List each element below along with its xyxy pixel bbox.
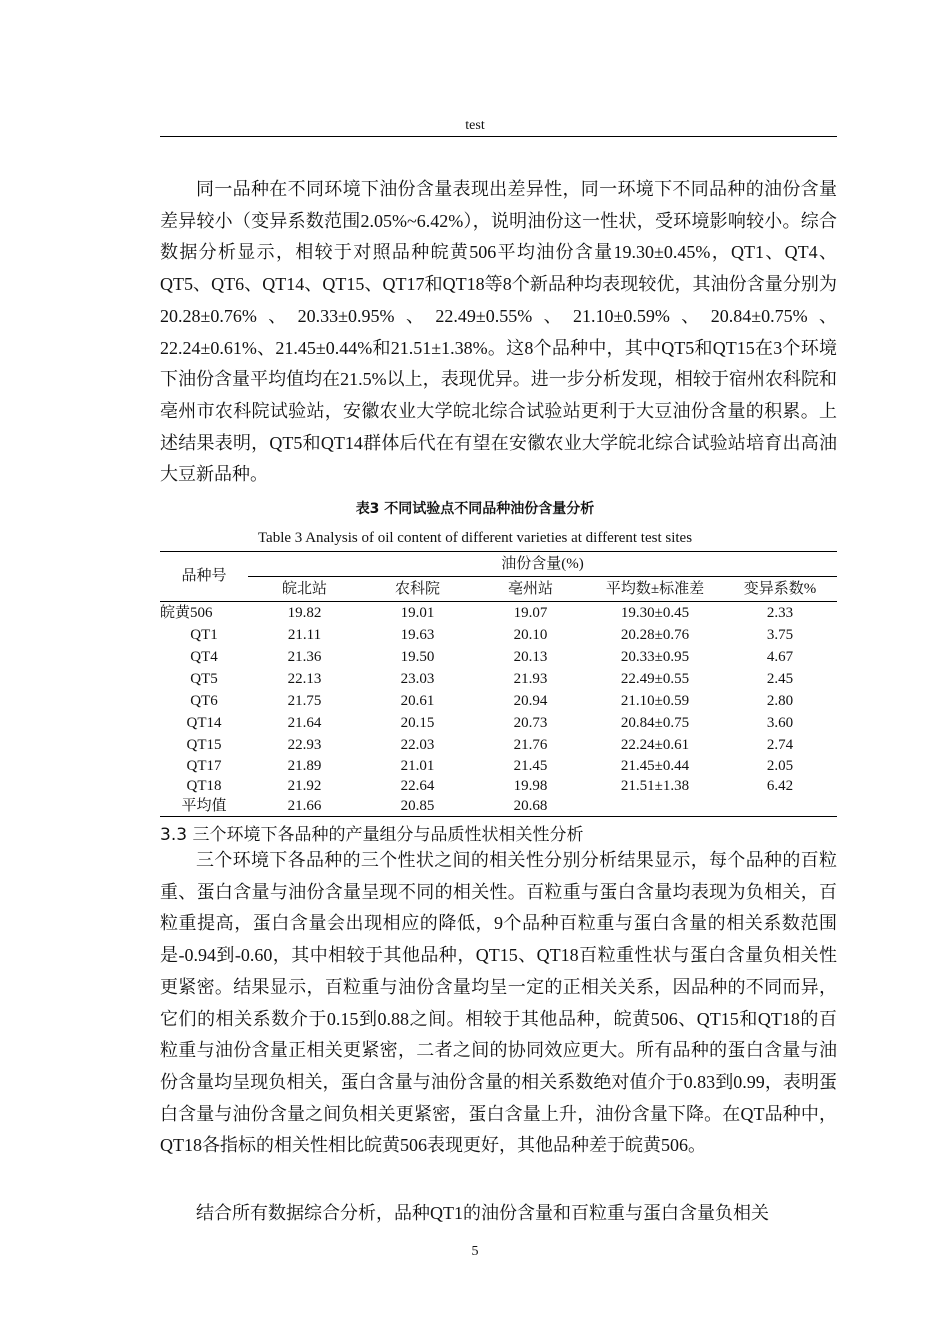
cell [723, 796, 837, 817]
cell: 19.30±0.45 [620, 604, 690, 621]
cell: 20.61 [400, 692, 435, 709]
paragraph-1: 同一品种在不同环境下油份含量表现出差异性，同一环境下不同品种的油份含量差异较小（变异系数范围2.05%~6.42%），说明油份这一性状，受环境影响较小。综合数据分析显示，相较于对照品种皖黄506平均油份含量19.30±0.45%，QT1、QT4、QT5、QT6、QT14、QT15、QT17和QT18等8个新品种均表现较优，其油份含量分别为20.28±0.76%、20.33±0.95%、22.49±0.55%、21.10±0.59%、20.84±0.75%、22.24±0.61%、21.45±0.44%和21.51±1.38%。这8个品种中，其中QT5和QT15在3个环境下油份含量平均值均在21.5%以上，表现优异。进一步分析发现，相较于宿州农科院和亳州市农科院试验站，安徽农业大学皖北综合试验站更利于大豆油份含量的积累。上述结果表明，QT5和QT14群体后代在有望在安徽农业大学皖北综合试验站培育出高油大豆新品种。 [160, 179, 837, 485]
table-row [160, 734, 837, 756]
cell: 4.67 [766, 648, 794, 665]
table-caption-en: Table 3 Analysis of oil content of different varieties at different test sites [257, 530, 693, 546]
cell: 20.94 [513, 692, 548, 709]
row-name: QT5 [190, 670, 218, 687]
row-name: QT14 [186, 714, 222, 731]
cell: 21.75 [287, 692, 322, 709]
oil-content-table [160, 551, 837, 817]
cell: 19.82 [287, 604, 322, 621]
cell: 21.93 [513, 670, 548, 687]
header-rule [160, 136, 837, 137]
cell: 20.84±0.75 [620, 714, 690, 731]
header-col-5: 变异系数% [723, 577, 837, 602]
cell [587, 796, 723, 817]
table-row [160, 624, 837, 646]
cell: 22.13 [287, 670, 322, 687]
cell: 21.10±0.59 [620, 692, 690, 709]
cell: 20.13 [513, 648, 548, 665]
table-row [160, 796, 837, 817]
cell: 2.33 [766, 604, 794, 621]
table-row [160, 668, 837, 690]
row-name: QT1 [190, 626, 218, 643]
row-name: 皖黄506 [160, 604, 213, 621]
table-row [160, 690, 837, 712]
row-name: QT4 [190, 648, 218, 665]
cell: 21.66 [248, 796, 361, 817]
header-oil-content: 油份含量(%) [248, 552, 837, 577]
page-number: 5 [471, 1244, 479, 1259]
cell: 21.89 [287, 757, 322, 774]
cell: 19.50 [400, 648, 435, 665]
cell: 2.45 [766, 670, 794, 687]
cell: 22.03 [400, 736, 435, 753]
cell: 21.11 [287, 626, 322, 643]
row-name: QT17 [186, 757, 222, 774]
cell: 21.51±1.38 [620, 777, 690, 794]
header-col-2: 农科院 [361, 577, 474, 602]
cell: 21.64 [287, 714, 322, 731]
cell: 21.36 [287, 648, 322, 665]
cell: 6.42 [766, 777, 794, 794]
header-col-3: 亳州站 [474, 577, 587, 602]
row-name: QT18 [186, 777, 222, 794]
cell: 3.60 [766, 714, 794, 731]
cell: 2.80 [766, 692, 794, 709]
row-name: QT15 [186, 736, 222, 753]
row-name: QT6 [190, 692, 218, 709]
cell: 22.49±0.55 [620, 670, 690, 687]
cell: 22.64 [400, 777, 435, 794]
table-row [160, 776, 837, 796]
cell: 21.45±0.44 [620, 757, 690, 774]
table-row [160, 646, 837, 668]
cell: 21.01 [400, 757, 435, 774]
cell: 20.68 [474, 796, 587, 817]
table-row [160, 602, 837, 625]
cell: 21.45 [513, 757, 548, 774]
cell: 23.03 [400, 670, 435, 687]
table-caption-cn: 表3 不同试验点不同品种油份含量分析 [355, 501, 595, 517]
cell: 21.92 [287, 777, 322, 794]
cell: 19.01 [400, 604, 435, 621]
cell: 20.15 [400, 714, 435, 731]
cell: 2.74 [766, 736, 794, 753]
cell: 22.93 [287, 736, 322, 753]
cell: 22.24±0.61 [620, 736, 690, 753]
section-heading: 3.3 三个环境下各品种的产量组分与品质性状相关性分析 [160, 825, 584, 845]
table-row [160, 712, 837, 734]
paragraph-2: 三个环境下各品种的三个性状之间的相关性分别分析结果显示，每个品种的百粒重、蛋白含量与油份含量呈现不同的相关性。百粒重与蛋白含量均表现为负相关，百粒重提高，蛋白含量会出现相应的降低，9个品种百粒重与蛋白含量的相关系数范围是-0.94到-0.60，其中相较于其他品种，QT15、QT18百粒重性状与蛋白含量负相关性更紧密。结果显示，百粒重与油份含量均呈一定的正相关关系，因品种的不同而异，它们的相关系数介于0.15到0.88之间。相较于其他品种，皖黄506、QT15和QT18的百粒重与油份含量正相关更紧密，二者之间的协同效应更大。所有品种的蛋白含量与油份含量均呈现负相关，蛋白含量与油份含量的相关系数绝对值介于0.83到0.99，表明蛋白含量与油份含量之间负相关更紧密，蛋白含量上升，油份含量下降。在QT品种中，QT18各指标的相关性相比皖黄506表现更好，其他品种差于皖黄506。 [160, 850, 837, 1156]
header-col-1: 皖北站 [248, 577, 361, 602]
row-name: 平均值 [160, 796, 248, 817]
cell: 19.98 [513, 777, 548, 794]
header-col-4: 平均数±标准差 [587, 577, 723, 602]
cell: 19.07 [513, 604, 548, 621]
cell: 20.73 [513, 714, 548, 731]
cell: 19.63 [400, 626, 435, 643]
cell: 20.85 [361, 796, 474, 817]
cell: 21.76 [513, 736, 548, 753]
table-row [160, 756, 837, 776]
cell: 20.28±0.76 [620, 626, 690, 643]
cell: 20.10 [513, 626, 548, 643]
paragraph-3: 结合所有数据综合分析，品种QT1的油份含量和百粒重与蛋白含量负相关 [196, 1203, 769, 1223]
header-variety: 品种号 [160, 552, 248, 602]
running-header: test [465, 118, 485, 133]
cell: 20.33±0.95 [620, 648, 690, 665]
cell: 2.05 [766, 757, 794, 774]
cell: 3.75 [766, 626, 794, 643]
